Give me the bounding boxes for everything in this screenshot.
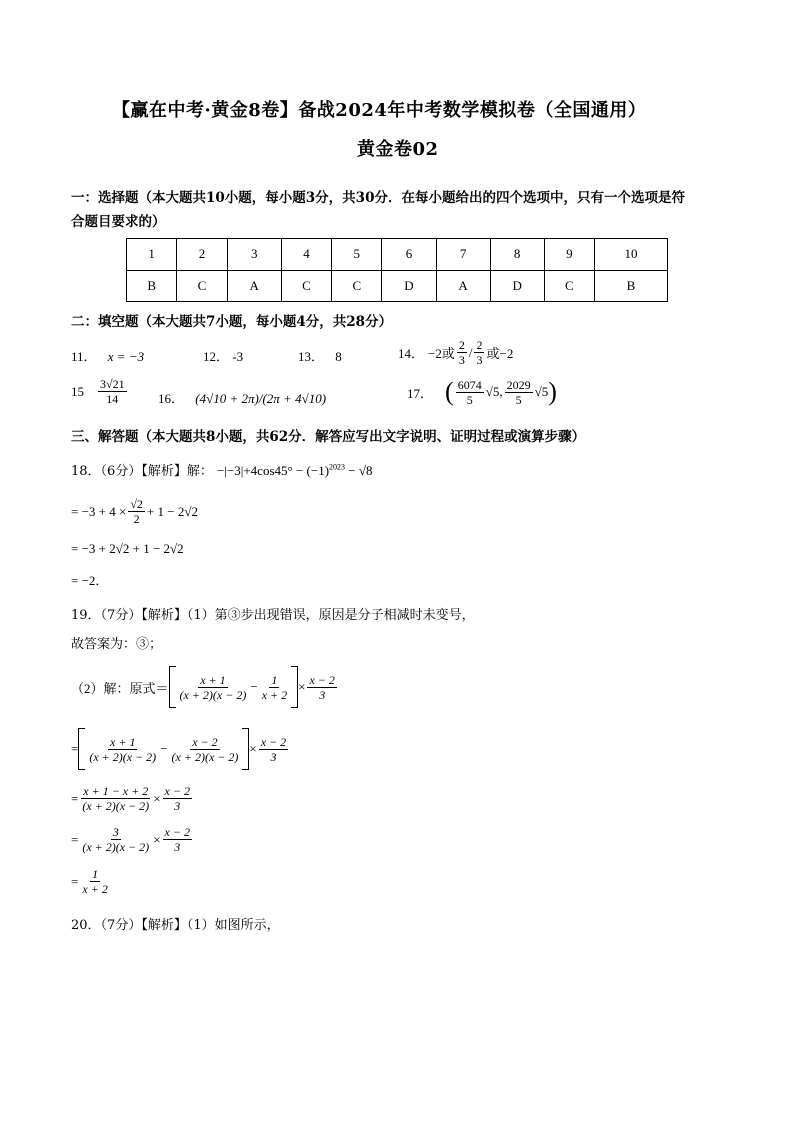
numerator: x + 1 − x + 2 bbox=[83, 784, 149, 798]
denominator: 5 bbox=[515, 392, 522, 407]
numerator: 2 bbox=[476, 338, 483, 352]
q19-part2-label: （2）解：原式＝ bbox=[71, 680, 169, 696]
fraction bbox=[170, 735, 241, 764]
q18-label: 18．（6分）【解析】解： bbox=[71, 464, 213, 479]
answer-12 bbox=[203, 346, 243, 365]
table-cell: 3 bbox=[227, 239, 281, 271]
table-cell: 6 bbox=[382, 239, 436, 271]
question-number: 13． bbox=[298, 349, 325, 364]
q18-step-2: = −3 + 2√2 + 1 − 2√2 bbox=[71, 541, 184, 556]
numerator: 2029 bbox=[506, 377, 531, 392]
operator: × bbox=[153, 790, 161, 806]
numerator: √2 bbox=[130, 497, 143, 511]
numerator: 3√21 bbox=[100, 377, 125, 391]
answer-value: (4√10 + 2π)/(2π + 4√10) bbox=[195, 391, 327, 406]
operator: − bbox=[160, 741, 168, 756]
q20-statement: 20．（7分）【解析】（1）如图所示， bbox=[71, 918, 280, 933]
fraction bbox=[474, 338, 484, 367]
table-cell: 7 bbox=[436, 239, 490, 271]
fraction bbox=[457, 338, 467, 367]
operator: − bbox=[250, 679, 258, 694]
numerator: x − 2 bbox=[260, 734, 287, 749]
numerator: x + 1 bbox=[200, 672, 226, 687]
q19-part2-line2 bbox=[71, 728, 290, 770]
fraction bbox=[98, 377, 127, 406]
numerator: x − 2 bbox=[164, 784, 190, 798]
table-cell: A bbox=[436, 270, 490, 302]
radical: √5, bbox=[485, 384, 503, 399]
denominator: (x + 2)(x − 2) bbox=[82, 799, 150, 813]
table-cell: 10 bbox=[595, 239, 668, 271]
section3-heading: 三、解答题（本大题共8小题，共62分．解答应写出文字说明、证明过程或演算步骤） bbox=[71, 429, 586, 445]
table-cell: B bbox=[595, 270, 668, 302]
numerator: x − 2 bbox=[164, 825, 190, 839]
q19-part2-line1 bbox=[71, 666, 339, 708]
question-number: 11． bbox=[71, 349, 97, 364]
q18-statement bbox=[71, 460, 373, 479]
numerator: x − 2 bbox=[192, 734, 218, 749]
q18-step-1 bbox=[71, 497, 198, 526]
table-cell: D bbox=[382, 270, 436, 302]
section1-heading-line2: 合题目要求的） bbox=[71, 214, 166, 230]
section2-heading: 二：填空题（本大题共7小题，每小题4分，共28分） bbox=[71, 314, 393, 330]
answer-17 bbox=[407, 377, 557, 407]
left-paren: ( bbox=[445, 377, 454, 406]
fraction bbox=[260, 673, 289, 702]
denominator: 3 bbox=[476, 353, 483, 367]
document-subtitle: 黄金卷02 bbox=[357, 139, 439, 160]
answer-text: 或−2 bbox=[486, 346, 514, 361]
table-cell: 8 bbox=[490, 239, 544, 271]
step-text: = −3 + 4 × bbox=[71, 503, 127, 519]
operator: × bbox=[153, 831, 161, 847]
denominator: (x + 2)(x − 2) bbox=[171, 749, 239, 764]
fraction bbox=[128, 497, 145, 526]
fraction bbox=[307, 673, 336, 702]
denominator: 3 bbox=[174, 840, 181, 854]
answer-table bbox=[126, 238, 668, 302]
answer-15 bbox=[71, 377, 129, 406]
table-cell: 5 bbox=[332, 239, 382, 271]
table-cell: 9 bbox=[544, 239, 594, 271]
table-cell: 2 bbox=[177, 239, 227, 271]
question-number: 14． bbox=[398, 346, 425, 361]
denominator: x + 2 bbox=[261, 687, 288, 702]
answer-table-number-row bbox=[127, 239, 668, 271]
numerator: x + 1 bbox=[110, 734, 136, 749]
table-cell: C bbox=[332, 270, 382, 302]
operator: × bbox=[249, 741, 257, 756]
numerator: 1 bbox=[271, 672, 278, 687]
q19-part2-line3 bbox=[71, 784, 194, 813]
fraction bbox=[80, 825, 151, 854]
table-cell: C bbox=[177, 270, 227, 302]
numerator: 3 bbox=[112, 825, 119, 839]
fraction bbox=[163, 825, 192, 854]
numerator: x − 2 bbox=[309, 672, 335, 687]
answer-value: 8 bbox=[335, 349, 342, 364]
question-number: 12． bbox=[203, 349, 230, 364]
q19-part1: 19．（7分）【解析】（1）第③步出现错误，原因是分子相减时未变号， bbox=[71, 608, 475, 623]
numerator: 1 bbox=[92, 867, 99, 881]
step-text: + 1 − 2√2 bbox=[146, 503, 198, 519]
denominator: 5 bbox=[466, 392, 473, 407]
document-title: 【赢在中考·黄金8卷】备战2024年中考数学模拟卷（全国通用） bbox=[112, 100, 647, 121]
table-cell: 1 bbox=[127, 239, 177, 271]
left-bracket bbox=[169, 666, 176, 708]
section1-heading-line1: 一：选择题（本大题共10小题，每小题3分，共30分．在每小题给出的四个选项中，只有一个选项是符 bbox=[71, 190, 685, 206]
denominator: (x + 2)(x − 2) bbox=[89, 749, 157, 764]
q19-part2-line5 bbox=[71, 867, 112, 896]
separator: / bbox=[468, 344, 473, 360]
denominator: (x + 2)(x − 2) bbox=[82, 840, 150, 854]
fraction bbox=[259, 735, 288, 764]
answer-value: -3 bbox=[232, 349, 244, 364]
q18-expression: −|−3|+4cos45° − (−1) bbox=[216, 463, 330, 478]
denominator: 3 bbox=[174, 799, 181, 813]
operator: = bbox=[71, 831, 79, 847]
fraction bbox=[80, 784, 151, 813]
table-cell: B bbox=[127, 270, 177, 302]
q18-exponent: 2023 bbox=[329, 462, 346, 472]
question-number: 15 bbox=[71, 383, 84, 399]
denominator: 3 bbox=[319, 687, 326, 702]
answer-13 bbox=[298, 346, 342, 365]
q18-step-3: = −2． bbox=[71, 573, 109, 588]
table-cell: C bbox=[544, 270, 594, 302]
denominator: 3 bbox=[458, 353, 465, 367]
numerator: 6074 bbox=[457, 377, 482, 392]
question-number: 16． bbox=[158, 391, 185, 406]
fraction bbox=[178, 673, 249, 702]
denominator: 2 bbox=[133, 512, 140, 526]
answer-11 bbox=[71, 346, 144, 365]
table-cell: D bbox=[490, 270, 544, 302]
answer-14 bbox=[398, 338, 513, 367]
question-number: 17． bbox=[407, 385, 434, 401]
answer-16 bbox=[158, 388, 326, 407]
left-bracket bbox=[78, 728, 85, 770]
fraction bbox=[505, 378, 533, 407]
denominator: (x + 2)(x − 2) bbox=[179, 687, 247, 702]
fraction bbox=[163, 784, 192, 813]
right-paren: ) bbox=[548, 377, 557, 406]
operator: = bbox=[71, 873, 79, 889]
operator: × bbox=[298, 679, 306, 694]
table-cell: C bbox=[281, 270, 331, 302]
answer-text: −2或 bbox=[428, 346, 455, 361]
q19-part2-line4 bbox=[71, 825, 194, 854]
operator: = bbox=[71, 790, 79, 806]
fraction bbox=[80, 867, 109, 896]
numerator: 2 bbox=[458, 338, 465, 352]
fraction bbox=[87, 735, 158, 764]
table-cell: 4 bbox=[281, 239, 331, 271]
operator: = bbox=[71, 741, 79, 756]
right-bracket bbox=[291, 666, 298, 708]
fraction bbox=[456, 378, 484, 407]
table-cell: A bbox=[227, 270, 281, 302]
denominator: 14 bbox=[106, 392, 119, 406]
q18-tail: − √8 bbox=[345, 463, 373, 478]
q19-answer: 故答案为：③； bbox=[71, 637, 163, 652]
right-bracket bbox=[242, 728, 249, 770]
answer-table-answer-row bbox=[127, 270, 668, 302]
denominator: 3 bbox=[270, 749, 277, 764]
radical: √5 bbox=[534, 384, 549, 399]
answer-value: x = −3 bbox=[107, 349, 145, 364]
denominator: x + 2 bbox=[82, 882, 108, 896]
